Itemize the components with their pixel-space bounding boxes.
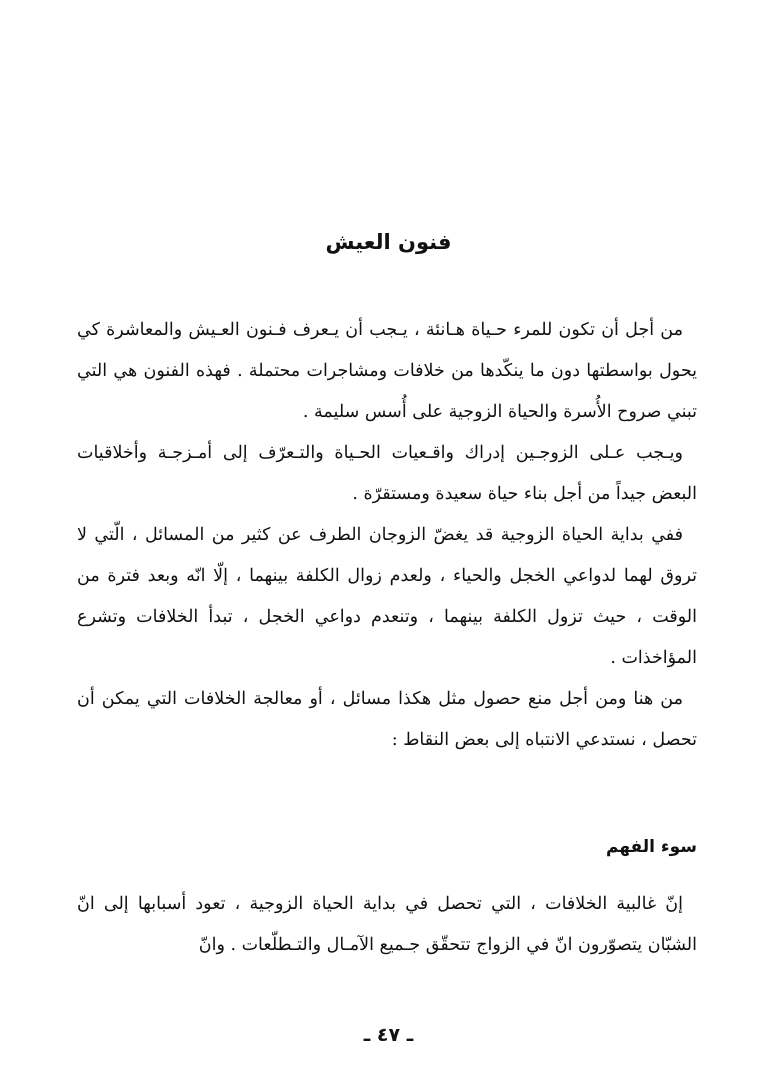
chapter-title: فنون العيش: [325, 230, 452, 254]
chapter-intro-text: [77, 310, 697, 761]
paragraph: من هنا ومن أجل منع حصول مثل هكذا مسائل ، أو معالجة الخلافات التي يمكن أن تحصل ، نستدعي الانتباه إلى بعض النقاط :: [77, 689, 697, 750]
section-text: [77, 884, 697, 966]
page-number: ـ ٤٧ ـ: [363, 1024, 414, 1046]
paragraph: إنّ غالبية الخلافات ، التي تحصل في بداية الحياة الزوجية ، تعود أسبابها إلى انّ الشبّان يتصوّرون انّ في الزواج تتحقّق جـميع الآمـال والتـطلّعات . وانّ: [77, 894, 697, 955]
paragraph: ففي بداية الحياة الزوجية قد يغضّ الزوجان الطرف عن كثير من المسائل ، الّتي لا تروق لهما لدواعي الخجل والحياء ، ولعدم زوال الكلفة بينهما ، إلّا انّه وبعد فترة من الوقت ، حيث تزول الكلفة بينهما ، وتنعدم دواعي الخجل ، تبدأ الخلافات وتشرع المؤاخذات .: [77, 525, 697, 668]
paragraph: ويـجب عـلى الزوجـين إدراك واقـعيات الحـياة والتـعرّف إلى أمـزجـة وأخلاقيات البعض جيداً من أجل بناء حياة سعيدة ومستقرّة .: [77, 443, 697, 504]
section-heading: سوء الفهم: [606, 837, 697, 857]
paragraph: من أجل أن تكون للمرء حـياة هـانئة ، يـجب أن يـعرف فـنون العـيش والمعاشرة كي يحول بواسطتها دون ما ينكّدها من خلافات ومشاجرات محتملة . فهذه الفنون هي التي تبني صروح الأُسرة والحياة الزوجية على أُسس سليمة .: [77, 320, 697, 422]
